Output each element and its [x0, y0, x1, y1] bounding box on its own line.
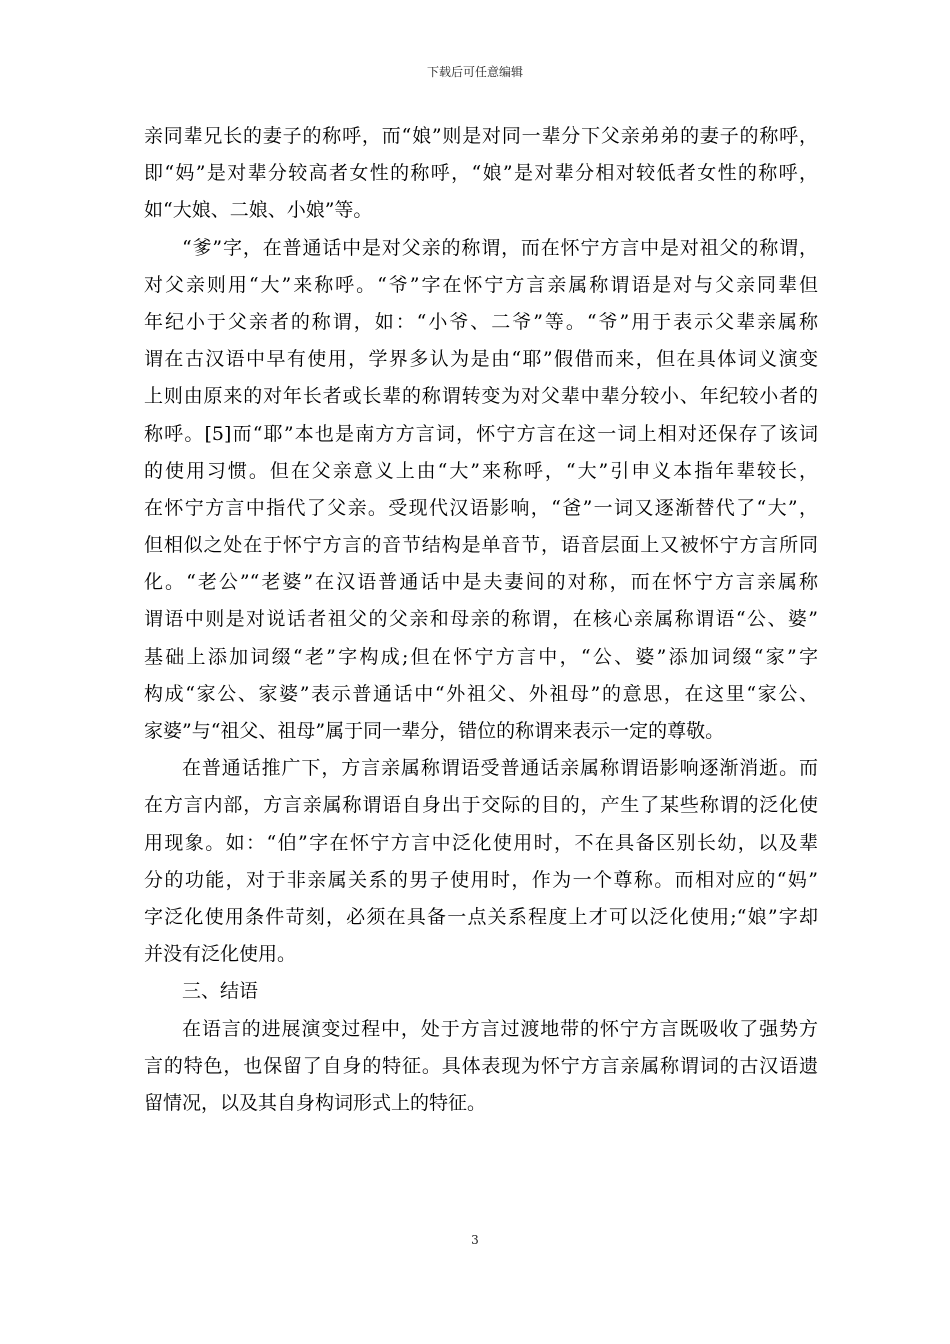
text-line: 家婆”与“祖父、祖母”属于同一辈分，错位的称谓来表示一定的尊敬。 [144, 720, 725, 742]
text-line: 字泛化使用条件苛刻，必须在具备一点关系程度上才可以泛化使用;“娘”字却 [144, 905, 818, 928]
text-line: 化。“老公”“老婆”在汉语普通话中是夫妻间的对称，而在怀宁方言亲属称 [144, 571, 818, 594]
text-line: 如“大娘、二娘、小娘”等。 [144, 199, 373, 222]
text-line: 但相似之处在于怀宁方言的音节结构是单音节，语音层面上又被怀宁方言所同 [144, 534, 818, 557]
text-line: 分的功能，对于非亲属关系的男子使用时，作为一个尊称。而相对应的“妈” [144, 868, 818, 891]
text-line: 用现象。如：“伯”字在怀宁方言中泛化使用时，不在具备区别长幼，以及辈 [144, 831, 818, 854]
text-line: “爹”字，在普通话中是对父亲的称谓，而在怀宁方言中是对祖父的称谓， [182, 236, 818, 259]
text-line: 在普通话推广下，方言亲属称谓语受普通话亲属称谓语影响逐渐消逝。而 [182, 757, 818, 780]
text-line: 在怀宁方言中指代了父亲。受现代汉语影响，“爸”一词又逐渐替代了“大”， [144, 496, 818, 519]
text-line: 在语言的进展演变过程中，处于方言过渡地带的怀宁方言既吸收了强势方 [182, 1017, 818, 1040]
text-line: 留情况，以及其自身构词形式上的特征。 [144, 1091, 487, 1114]
text-line: 三、结语 [182, 980, 259, 1003]
page-header: 下载后可任意编辑 [426, 65, 523, 79]
text-line: 对父亲则用“大”来称呼。“爷”字在怀宁方言亲属称谓语是对与父亲同辈但 [144, 273, 818, 296]
text-line: 年纪小于父亲者的称谓，如：“小爷、二爷”等。“爷”用于表示父辈亲属称 [144, 310, 818, 333]
text-line: 亲同辈兄长的妻子的称呼，而“娘”则是对同一辈分下父亲弟弟的妻子的称呼， [144, 125, 818, 147]
text-line: 的使用习惯。但在父亲意义上由“大”来称呼，“大”引申义本指年辈较长， [144, 459, 818, 482]
text-line: 并没有泛化使用。 [144, 943, 297, 966]
text-line: 基础上添加词缀“老”字构成;但在怀宁方言中，“公、婆”添加词缀“家”字 [144, 645, 818, 668]
page-number: 3 [471, 1233, 479, 1247]
text-line: 在方言内部，方言亲属称谓语自身出于交际的目的，产生了某些称谓的泛化使 [144, 794, 818, 817]
text-line: 构成“家公、家婆”表示普通话中“外祖父、外祖母”的意思，在这里“家公、 [144, 682, 818, 705]
text-line: 谓语中则是对说话者祖父的父亲和母亲的称谓，在核心亲属称谓语“公、婆” [144, 608, 818, 631]
text-line: 谓在古汉语中早有使用，学界多认为是由“耶”假借而来，但在具体词义演变 [144, 348, 818, 371]
text-line: 上则由原来的对年长者或长辈的称谓转变为对父辈中辈分较小、年纪较小者的 [144, 385, 818, 408]
text-line: 即“妈”是对辈分较高者女性的称呼，“娘”是对辈分相对较低者女性的称呼， [144, 162, 818, 185]
text-line: 言的特色，也保留了自身的特征。具体表现为怀宁方言亲属称谓词的古汉语遗 [144, 1054, 818, 1077]
body-text [144, 118, 818, 1122]
text-line: 称呼。[5]而“耶”本也是南方方言词，怀宁方言在这一词上相对还保存了该词 [144, 422, 818, 445]
header-divider [138, 84, 812, 85]
